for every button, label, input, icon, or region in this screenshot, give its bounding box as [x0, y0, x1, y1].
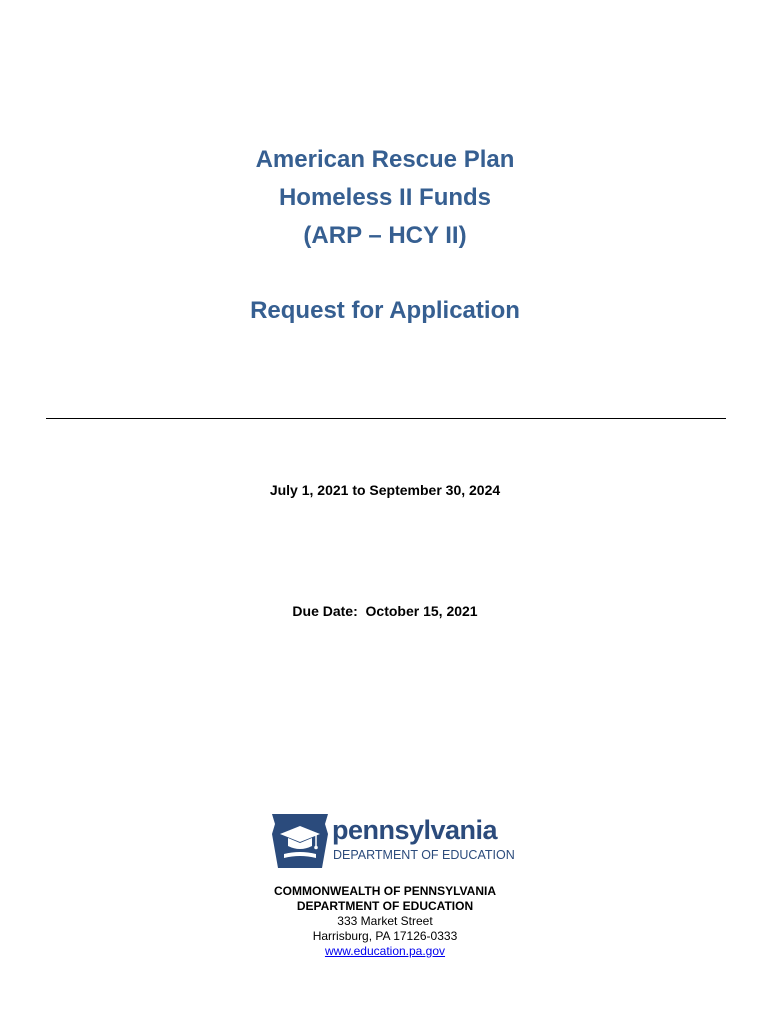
website-link[interactable]: www.education.pa.gov [324, 944, 446, 958]
logo-wordmark: pennsylvania [332, 815, 498, 845]
funding-period: July 1, 2021 to September 30, 2024 [269, 482, 501, 498]
due-date: Due Date: October 15, 2021 [292, 603, 478, 619]
address-street: 333 Market Street [337, 914, 433, 928]
title-line-2: Homeless II Funds [278, 184, 492, 211]
horizontal-divider [46, 418, 726, 419]
address-org-2: DEPARTMENT OF EDUCATION [296, 899, 474, 913]
title-line-3: (ARP – HCY II) [303, 222, 467, 249]
pde-logo [270, 812, 515, 872]
logo-department: DEPARTMENT OF EDUCATION [333, 848, 515, 862]
address-block [0, 884, 770, 959]
address-org-1: COMMONWEALTH OF PENNSYLVANIA [274, 884, 496, 898]
keystone-graduation-cap-icon [270, 812, 330, 870]
document-subtitle: Request for Application [250, 297, 520, 324]
address-city: Harrisburg, PA 17126-0333 [312, 929, 458, 943]
document-title [0, 141, 770, 255]
title-line-1: American Rescue Plan [255, 146, 515, 173]
